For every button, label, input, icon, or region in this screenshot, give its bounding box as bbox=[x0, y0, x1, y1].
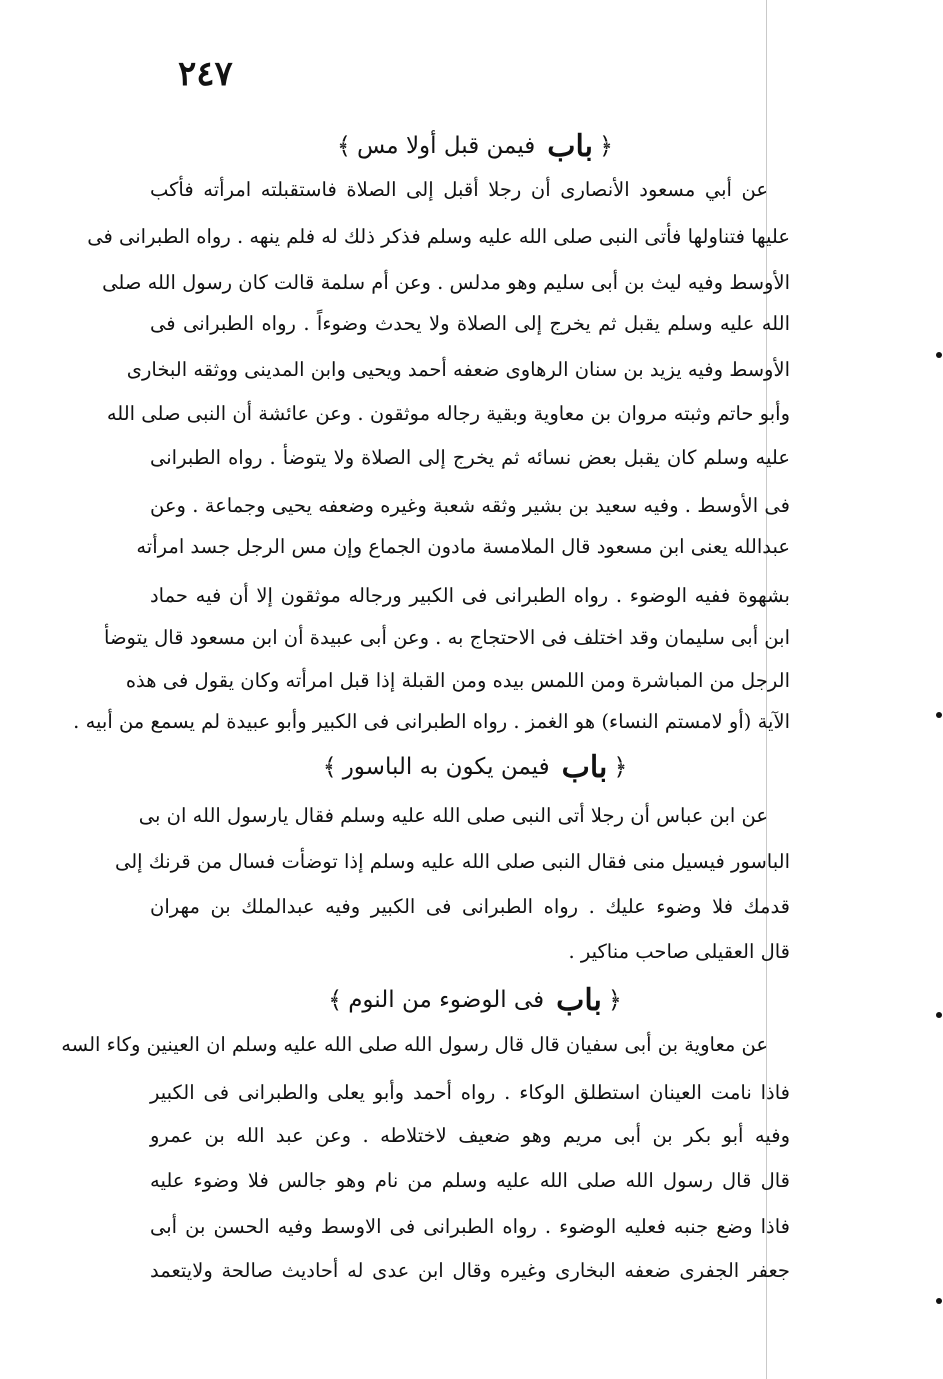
section-heading bbox=[150, 978, 800, 1022]
text-line: وفيه أبو بكر بن أبى مريم وهو ضعيف لاختلاطه . وعن عبد الله بن عمرو bbox=[150, 1124, 790, 1147]
text-line: عليها فتناولها فأتى النبى صلى الله عليه وسلم فذكر ذلك له فلم ينهه . رواه الطبرانى فى bbox=[87, 225, 790, 248]
text-line: الأوسط وفيه يزيد بن سنان الرهاوى ضعفه أحمد ويحيى وابن المدينى ووثقه البخارى bbox=[126, 358, 790, 381]
bracket-open: ﴿ bbox=[613, 753, 628, 781]
text-line: الرجل من المباشرة ومن اللمس بيده ومن القبلة إذا قبل امرأته وكان يقول فى هذه bbox=[125, 669, 790, 692]
section-heading bbox=[150, 745, 800, 789]
bab-label: باب bbox=[556, 982, 602, 1018]
text-line: وأبو حاتم وثبته مروان بن معاوية وبقية رجاله موثقون . وعن عائشة أن النبى صلى الله bbox=[106, 402, 790, 425]
text-line: قال قال رسول الله صلى الله عليه وسلم من نام وهو جالس فلا وضوء عليه bbox=[150, 1169, 790, 1192]
text-line: فى الأوسط . وفيه سعيد بن بشير وثقه شعبة وغيره وضعفه يحيى وجماعة . وعن bbox=[150, 494, 790, 517]
text-line: عن معاوية بن أبى سفيان قال قال رسول الله صلى الله عليه وسلم ان العينين وكاء السه bbox=[61, 1033, 768, 1056]
text-line: الباسور فيسيل منى فقال النبى صلى الله عليه وسلم إذا توضأت فسال من قرنك إلى bbox=[114, 850, 790, 873]
bracket-close: ﴾ bbox=[336, 132, 351, 160]
text-line: قدمك فلا وضوء عليك . رواه الطبرانى فى الكبير وفيه عبدالملك بن مهران bbox=[150, 895, 790, 918]
margin-dot bbox=[936, 1298, 942, 1304]
text-line: عبدالله يعنى ابن مسعود قال الملامسة مادون الجماع وإن مس الرجل جسد امرأته bbox=[136, 535, 790, 558]
text-line: ابن أبى سليمان وقد اختلف فى الاحتجاج به . وعن أبى عبيدة أن ابن مسعود قال يتوضأ bbox=[104, 626, 790, 649]
bracket-close: ﴾ bbox=[328, 986, 343, 1014]
section-heading bbox=[150, 124, 800, 168]
text-line: قال العقيلى صاحب مناكير . bbox=[568, 940, 790, 963]
bab-label: باب bbox=[561, 749, 608, 785]
text-line: جعفر الجفرى ضعفه البخارى وغيره وقال ابن عدى له أحاديث صالحة ولايتعمد bbox=[150, 1259, 790, 1282]
section-title: فيمن يكون به الباسور bbox=[342, 754, 550, 780]
text-line: فاذا نامت العينان استطلق الوكاء . رواه أحمد وأبو يعلى والطبرانى فى الكبير bbox=[150, 1081, 790, 1104]
section-title: فى الوضوء من النوم bbox=[348, 987, 545, 1013]
bab-label: باب bbox=[547, 128, 594, 164]
bracket-close: ﴾ bbox=[322, 753, 337, 781]
text-line: بشهوة ففيه الوضوء . رواه الطبرانى فى الكبير ورجاله موثقون إلا أن فيه حماد bbox=[150, 584, 790, 607]
text-line: فاذا وضع جنبه فعليه الوضوء . رواه الطبرانى فى الاوسط وفيه الحسن بن أبى bbox=[150, 1215, 790, 1238]
page-number: ٢٤٧ bbox=[178, 54, 233, 94]
bracket-open: ﴿ bbox=[607, 986, 622, 1014]
margin-dot bbox=[936, 1012, 942, 1018]
text-line: عن ابن عباس أن رجلا أتى النبى صلى الله عليه وسلم فقال يارسول الله ان بى bbox=[138, 804, 768, 827]
text-line: عن أبي مسعود الأنصارى أن رجلا أقبل إلى الصلاة فاستقبلته امرأته فأكب bbox=[150, 178, 768, 201]
text-line: الأوسط وفيه ليث بن أبى سليم وهو مدلس . وعن أم سلمة قالت كان رسول الله صلى bbox=[102, 271, 790, 294]
text-line: الآية (أو لامستم النساء) هو الغمز . رواه الطبرانى فى الكبير وأبو عبيدة لم يسمع من أبيه . bbox=[73, 710, 790, 733]
section-title: فيمن قبل أولا مس bbox=[356, 133, 536, 159]
margin-dot bbox=[936, 352, 942, 358]
bracket-open: ﴿ bbox=[599, 132, 614, 160]
text-line: عليه وسلم كان يقبل بعض نسائه ثم يخرج إلى الصلاة ولا يتوضأ . رواه الطبرانى bbox=[150, 446, 790, 469]
margin-dot bbox=[936, 712, 942, 718]
text-line: الله عليه وسلم يقبل ثم يخرج إلى الصلاة ولا يحدث وضوءاً . رواه الطبرانى فى bbox=[150, 312, 790, 335]
